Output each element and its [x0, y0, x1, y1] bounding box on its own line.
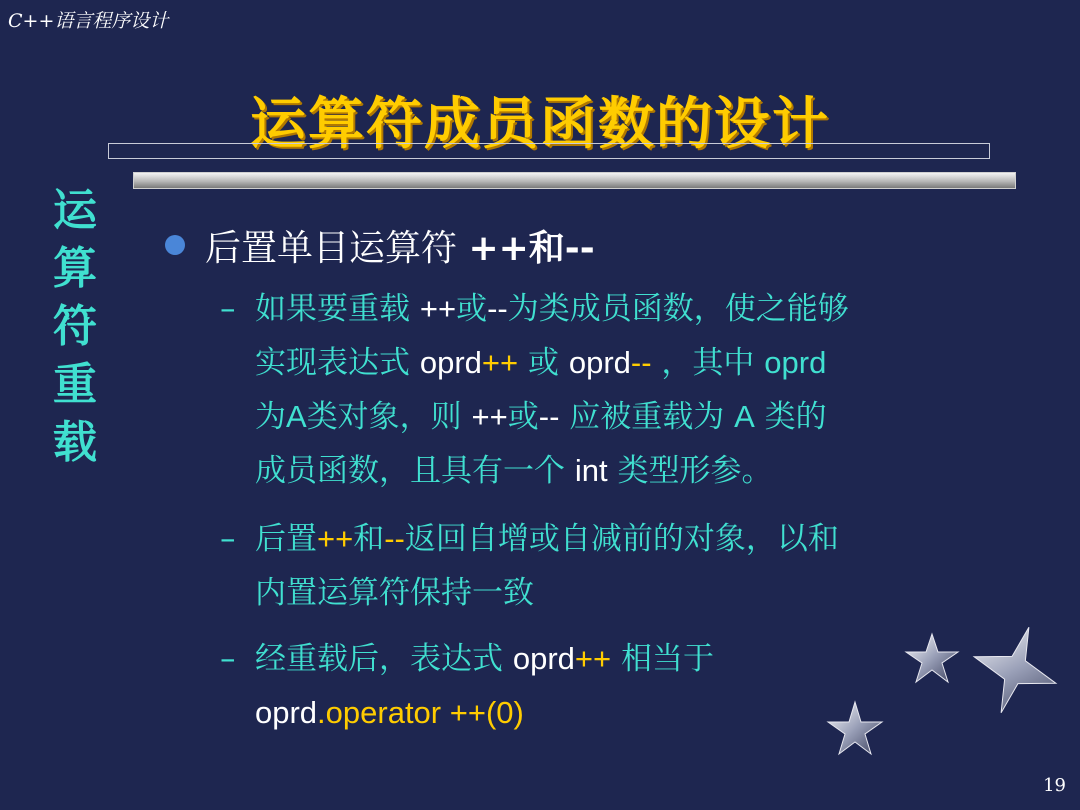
text: 为类成员函数，使之能够 [507, 291, 849, 327]
code-op: ++ [481, 345, 519, 380]
text: 实现表达式 [255, 345, 420, 381]
main-bullet-text [205, 220, 595, 271]
text: 返回自增或自减前的对象，以和 [404, 521, 839, 557]
text: 应被重载为 [559, 399, 735, 435]
dash-icon: – [220, 291, 236, 327]
side-label-char: 重 [53, 359, 97, 410]
text: 如果要重载 [255, 291, 420, 327]
side-label-char: 符 [53, 301, 97, 352]
text: 类对象，则 [306, 399, 472, 435]
code: oprd [512, 641, 575, 676]
text-line [255, 390, 1045, 444]
dash-icon: – [220, 521, 236, 557]
side-label [45, 182, 105, 472]
code-op: ++ [317, 521, 354, 556]
course-header: C++语言程序设计 [8, 10, 169, 32]
decorative-stars [810, 620, 1070, 780]
text: A [734, 399, 755, 434]
text: 相当于 [611, 641, 714, 677]
code: oprd [568, 345, 631, 380]
bullet-text-label: 后置单目运算符 [205, 227, 469, 269]
text: 或 [507, 399, 539, 435]
text: 或 [518, 345, 569, 381]
sub-item-return-value [165, 512, 1045, 620]
sub-item-overload-rule [165, 282, 1045, 498]
code: oprd [255, 695, 318, 730]
text-line [255, 336, 1045, 390]
text: 为 [255, 399, 286, 435]
code-op: ++ [574, 641, 612, 676]
side-label-char: 运 [53, 185, 97, 236]
text: ++ [419, 291, 457, 326]
code-op: .operator ++(0) [317, 695, 524, 730]
dash-icon: – [220, 641, 236, 677]
bullet-text-ops: ++和-- [468, 227, 595, 269]
text: -- [538, 399, 560, 434]
star-icon [906, 634, 958, 682]
text: 类的 [754, 399, 827, 435]
text: 后置 [255, 521, 317, 557]
text: 成员函数，且具有一个 [255, 453, 575, 489]
text: 类型形参。 [607, 453, 773, 489]
code-op: -- [630, 345, 652, 380]
code: int [574, 453, 608, 488]
code-op: -- [384, 521, 405, 556]
text-line: 内置运算符保持一致 [255, 575, 534, 611]
side-label-char: 算 [53, 243, 97, 294]
main-bullet [165, 220, 1045, 270]
slide-title: 运算符成员函数的设计 [250, 92, 830, 157]
text: ++ [471, 399, 508, 434]
page-number: 19 [1043, 775, 1066, 796]
bullet-dot-icon [165, 235, 185, 255]
text: 或 [456, 291, 488, 327]
code: oprd [764, 345, 827, 380]
side-label-char: 载 [53, 417, 97, 468]
text: 经重载后，表达式 [255, 641, 513, 677]
text-line [255, 282, 1045, 336]
star-icon [960, 620, 1070, 726]
text: A [286, 399, 307, 434]
text-line [255, 444, 1045, 498]
title-underline-outline [108, 143, 990, 159]
title-underline-bar [133, 172, 1016, 189]
code: oprd [419, 345, 482, 380]
star-icon [828, 702, 882, 754]
text: ，其中 [651, 345, 765, 381]
text-line [255, 512, 1045, 566]
text: -- [487, 291, 508, 326]
text: 和 [353, 521, 385, 557]
